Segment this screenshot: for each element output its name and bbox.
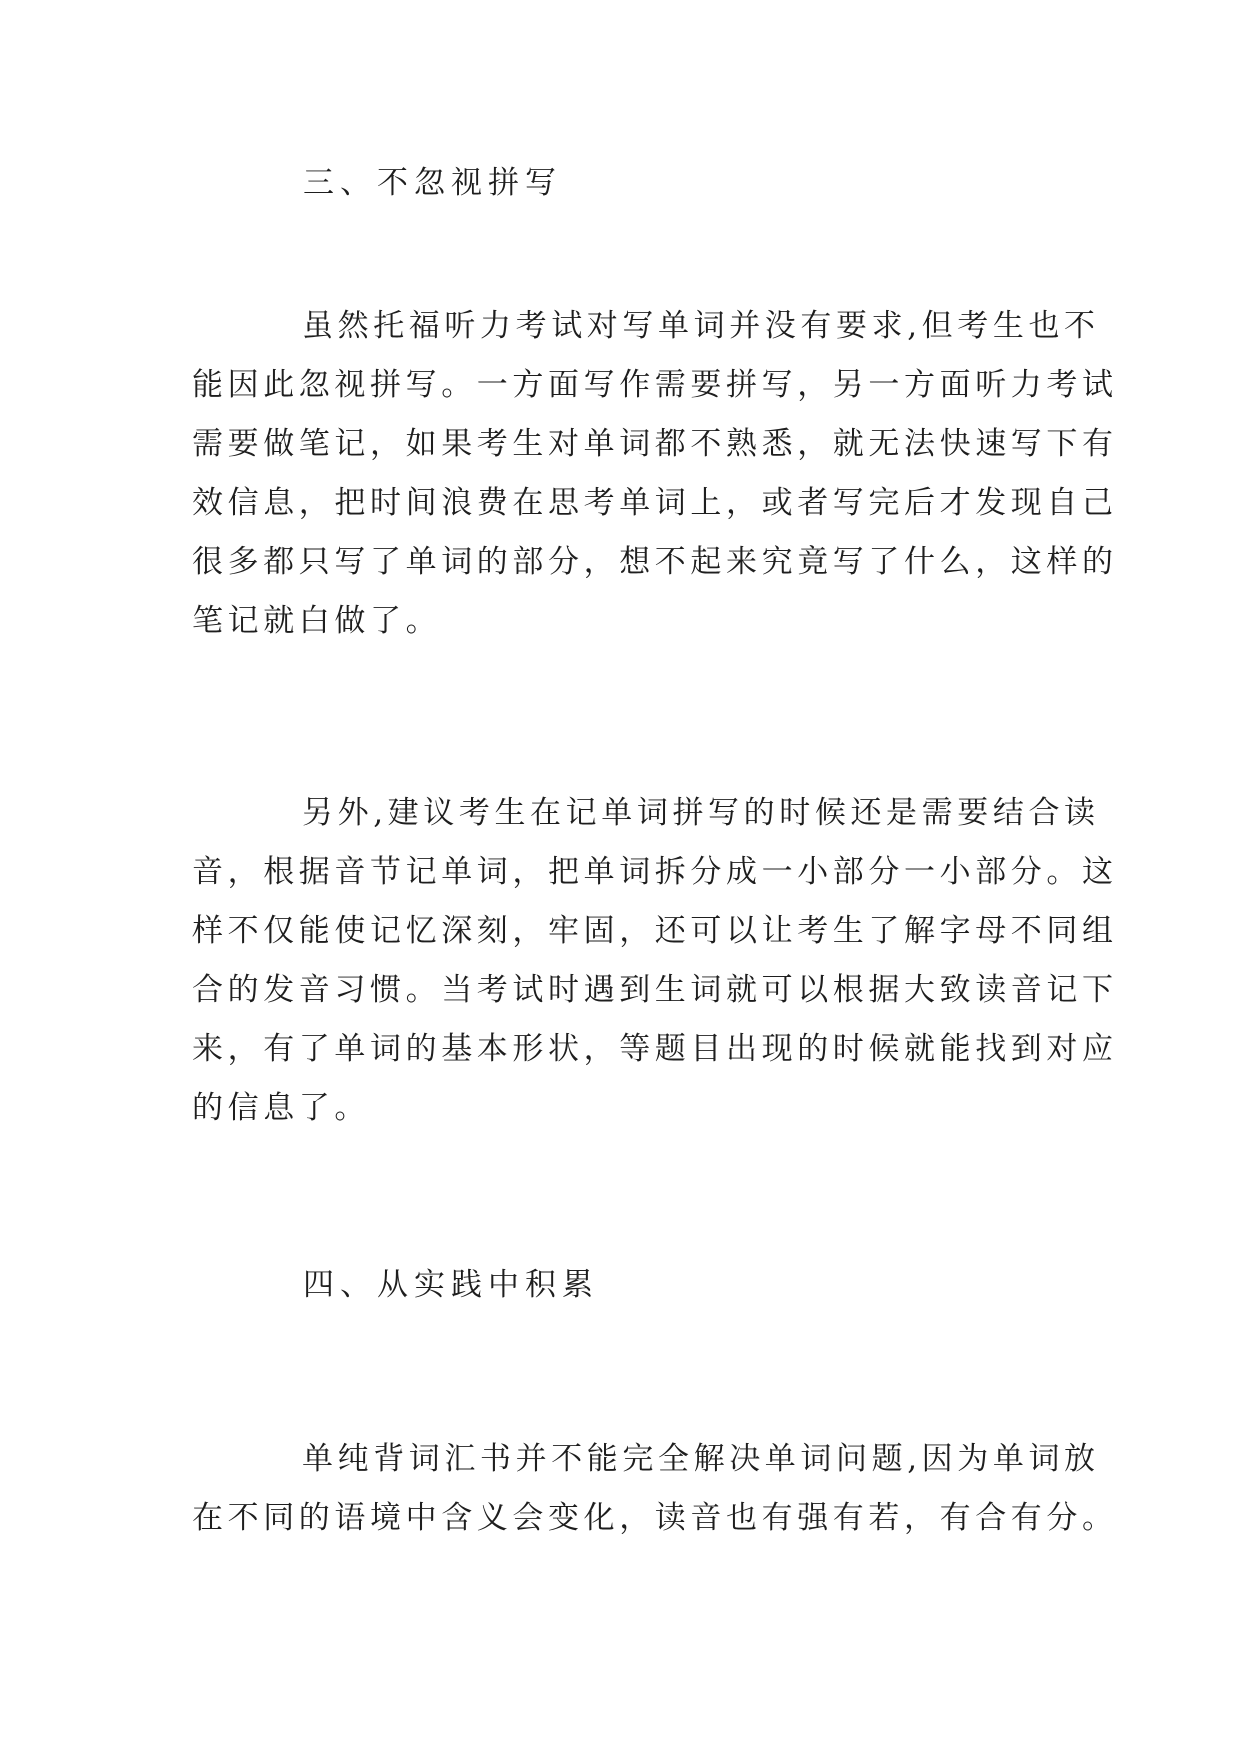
- paragraph-spelling-1: [192, 297, 1118, 651]
- paragraph-practice-1: [192, 1430, 1118, 1548]
- text-line: 合的发音习惯。当考试时遇到生词就可以根据大致读音记下: [192, 972, 1118, 1008]
- text-line: 能因此忽视拼写。一方面写作需要拼写，另一方面听力考试: [192, 367, 1118, 403]
- section-heading-spelling: 三、不忽视拼写: [303, 165, 562, 201]
- text-line: 样不仅能使记忆深刻，牢固，还可以让考生了解字母不同组: [192, 913, 1118, 949]
- text-line: 在不同的语境中含义会变化，读音也有强有若，有合有分。: [192, 1500, 1118, 1536]
- text-line: 需要做笔记，如果考生对单词都不熟悉，就无法快速写下有: [192, 426, 1118, 462]
- text-line: 很多都只写了单词的部分，想不起来究竟写了什么，这样的: [192, 544, 1118, 580]
- section-heading-practice: 四、从实践中积累: [303, 1267, 599, 1303]
- text-line: 虽然托福听力考试对写单词并没有要求,但考生也不: [302, 308, 1100, 344]
- text-line: 另外,建议考生在记单词拼写的时候还是需要结合读: [302, 795, 1100, 831]
- text-line: 单纯背词汇书并不能完全解决单词问题,因为单词放: [302, 1441, 1100, 1477]
- text-line: 音，根据音节记单词，把单词拆分成一小部分一小部分。这: [192, 854, 1118, 890]
- text-line: 来，有了单词的基本形状，等题目出现的时候就能找到对应: [192, 1031, 1118, 1067]
- text-line: 笔记就白做了。: [192, 603, 442, 639]
- text-line: 效信息，把时间浪费在思考单词上，或者写完后才发现自己: [192, 485, 1118, 521]
- text-line: 的信息了。: [192, 1090, 370, 1126]
- paragraph-spelling-2: [192, 784, 1118, 1138]
